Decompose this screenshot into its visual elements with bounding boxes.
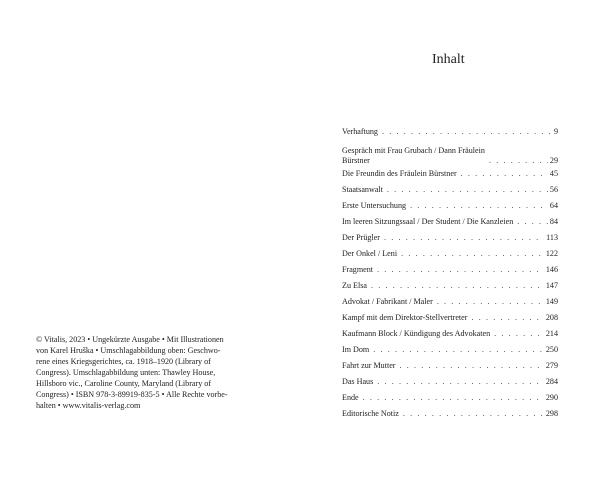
toc-entry-label: Editorische Notiz: [342, 409, 399, 418]
toc-entry: [342, 124, 558, 140]
imprint-line: von Karel Hruška • Umschlagabbildung oben: Geschwo-: [36, 346, 221, 355]
imprint-line: Hillsboro vic., Caroline County, Maryland (Library of: [36, 379, 212, 388]
toc-entry-label: Erste Untersuchung: [342, 201, 407, 210]
toc-entry-label: Fahrt zur Mutter: [342, 361, 396, 370]
imprint-text: [36, 334, 258, 411]
toc-entry-label: Das Haus: [342, 377, 374, 386]
toc-entry: [342, 326, 558, 342]
toc-leader-dots: [384, 230, 544, 246]
imprint-line: halten • www.vitalis-verlag.com: [36, 401, 141, 410]
toc-entry: [342, 310, 558, 326]
toc-entry-page: 29: [549, 156, 558, 165]
toc-leader-dots: [403, 406, 544, 422]
imprint-line: © Vitalis, 2023 • Ungekürzte Ausgabe • Mit Illustrationen: [36, 335, 224, 344]
toc-title: Inhalt: [432, 52, 465, 67]
toc-entry: [342, 278, 558, 294]
toc-leader-dots: [489, 156, 548, 166]
toc-leader-dots: [377, 374, 544, 390]
toc-entry-page: 56: [549, 185, 558, 194]
toc-entry: [342, 406, 558, 422]
toc-entry-page: 147: [545, 281, 558, 290]
toc-entry-label: Die Freundin des Fräulein Bürstner: [342, 169, 457, 178]
toc-entry-page: 146: [545, 265, 558, 274]
imprint-line: Congress) • ISBN 978-3-89919-835-5 • Alle Rechte vorbe-: [36, 390, 228, 399]
toc-leader-dots: [494, 326, 544, 342]
toc-entry-label: [342, 146, 485, 166]
toc-leader-dots: [363, 390, 544, 406]
toc-entry: [342, 182, 558, 198]
toc-entry-page: 279: [545, 361, 558, 370]
toc-entry: [342, 342, 558, 358]
imprint-line: rene eines Kriegsgerichtes, ca. 1918–1920 (Library of: [36, 357, 211, 366]
toc-entry: [342, 140, 558, 166]
toc-entry: [342, 262, 558, 278]
toc-entry-page: 122: [545, 249, 558, 258]
toc-entry-page: 214: [545, 329, 558, 338]
table-of-contents: [342, 124, 558, 422]
toc-entry-label: Advokat / Fabrikant / Maler: [342, 297, 433, 306]
toc-leader-dots: [377, 262, 544, 278]
toc-entry: [342, 214, 558, 230]
toc-entry-page: 9: [553, 127, 558, 136]
toc-leader-dots: [461, 166, 548, 182]
toc-entry-label: Staatsanwalt: [342, 185, 383, 194]
toc-entry-label: Im leeren Sitzungssaal / Der Student / Die Kanzleien: [342, 217, 514, 226]
toc-entry-label: Verhaftung: [342, 127, 378, 136]
toc-leader-dots: [517, 214, 548, 230]
toc-entry-page: 84: [549, 217, 558, 226]
toc-entry: [342, 166, 558, 182]
toc-entry-page: 298: [545, 409, 558, 418]
toc-entry: [342, 358, 558, 374]
toc-leader-dots: [437, 294, 544, 310]
toc-entry-label: Fragment: [342, 265, 374, 274]
toc-entry: [342, 294, 558, 310]
toc-leader-dots: [471, 310, 543, 326]
toc-entry-label-line: Bürstner: [342, 156, 370, 165]
toc-entry: [342, 390, 558, 406]
toc-entry-label: Ende: [342, 393, 359, 402]
toc-entry-label-line: Gespräch mit Frau Grubach / Dann Fräulein: [342, 146, 485, 155]
toc-entry: [342, 230, 558, 246]
toc-entry-label: Kampf mit dem Direktor-Stellvertreter: [342, 313, 468, 322]
toc-leader-dots: [401, 246, 544, 262]
toc-entry-page: 45: [549, 169, 558, 178]
imprint-line: Congress). Umschlagabbildung unten: Thawley House,: [36, 368, 216, 377]
toc-entry-page: 113: [546, 233, 558, 242]
toc-leader-dots: [382, 124, 552, 140]
toc-entry-page: 290: [545, 393, 558, 402]
toc-entry-page: 64: [549, 201, 558, 210]
toc-leader-dots: [410, 198, 548, 214]
toc-leader-dots: [373, 342, 544, 358]
toc-entry: [342, 198, 558, 214]
toc-entry-page: 208: [545, 313, 558, 322]
toc-entry-page: 149: [545, 297, 558, 306]
toc-entry-label: Zu Elsa: [342, 281, 367, 290]
toc-entry-page: 250: [545, 345, 558, 354]
toc-entry: [342, 374, 558, 390]
toc-leader-dots: [387, 182, 548, 198]
toc-entry-label: Kaufmann Block / Kündigung des Advokaten: [342, 329, 491, 338]
toc-leader-dots: [371, 278, 544, 294]
toc-entry-label: Der Prügler: [342, 233, 380, 242]
toc-entry-label: Der Onkel / Leni: [342, 249, 398, 258]
toc-leader-dots: [400, 358, 544, 374]
toc-entry-page: 284: [545, 377, 558, 386]
toc-entry: [342, 246, 558, 262]
toc-entry-label: Im Dom: [342, 345, 370, 354]
